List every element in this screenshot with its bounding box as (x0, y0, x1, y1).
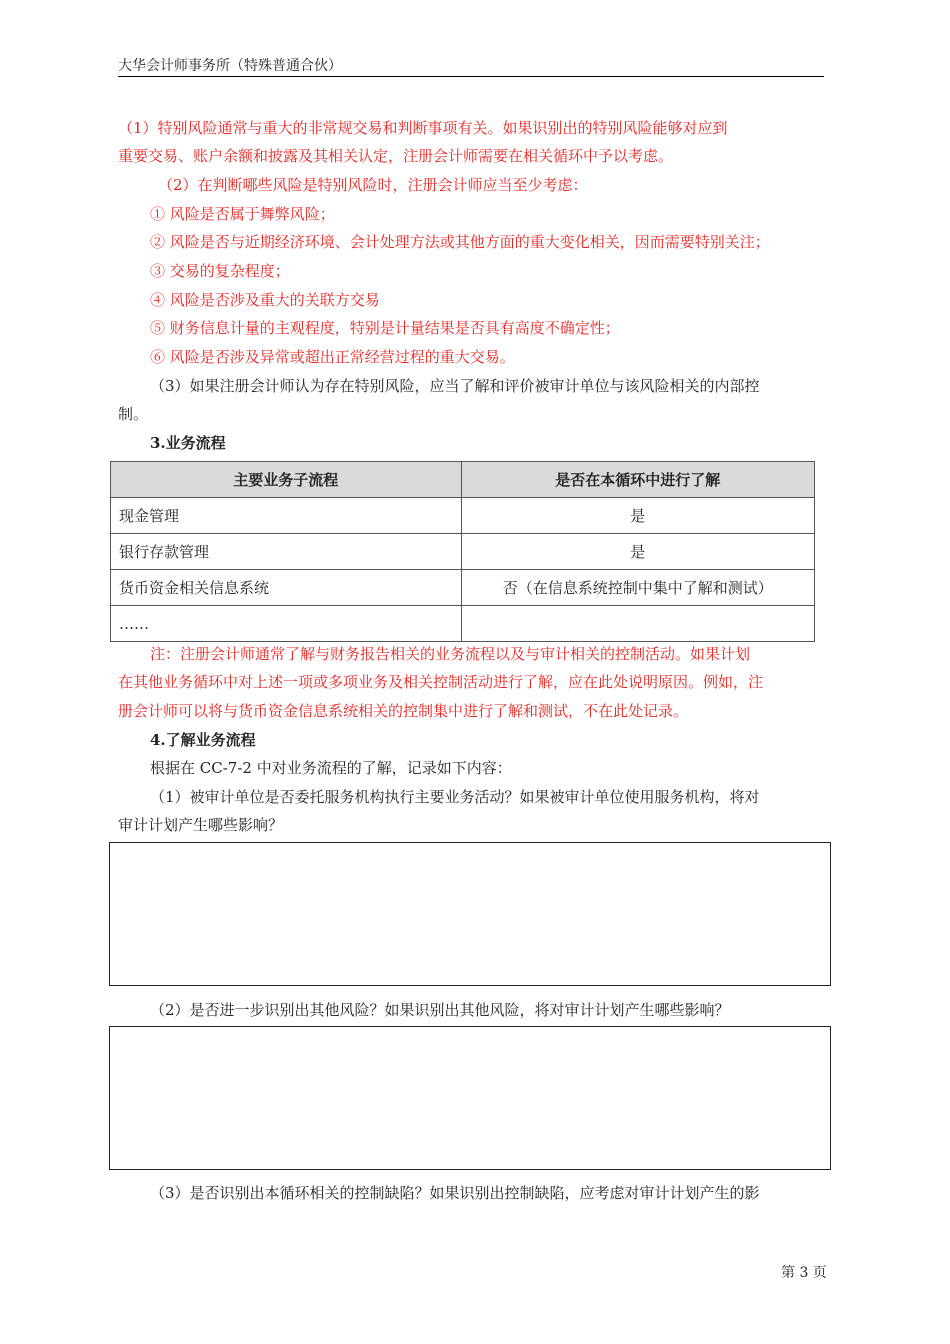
risk-item-2: ② 风险是否与近期经济环境、会计处理方法或其他方面的重大变化相关，因而需要特别关注； (150, 233, 770, 251)
special-risk-p3-line2: 制。 (118, 405, 149, 423)
table-cell: 否（在信息系统控制中集中了解和测试） (461, 570, 815, 606)
special-risk-p1-line1: （1）特别风险通常与重大的非常规交易和判断事项有关。如果识别出的特别风险能够对应到 (118, 119, 728, 137)
special-risk-p2: （2）在判断哪些风险是特别风险时，注册会计师应当至少考虑： (158, 176, 588, 194)
table-row (111, 570, 815, 606)
page-number: 第 3 页 (781, 1265, 827, 1281)
section4-intro: 根据在 CC-7-2 中对业务流程的了解，记录如下内容： (150, 759, 512, 777)
section3-note-line2: 在其他业务循环中对上述一项或多项业务及相关控制活动进行了解，应在此处说明原因。例如，注 (118, 673, 764, 691)
answer-box-1[interactable] (109, 842, 831, 986)
table-cell: 现金管理 (111, 498, 462, 534)
table-cell: 是 (461, 534, 815, 570)
question-1-line2: 审计计划产生哪些影响？ (118, 816, 284, 834)
section3-note-line3: 册会计师可以将与货币资金信息系统相关的控制集中进行了解和测试，不在此处记录。 (118, 702, 689, 720)
question-3: （3）是否识别出本循环相关的控制缺陷？如果识别出控制缺陷，应考虑对审计计划产生的影 (150, 1184, 760, 1202)
section4-heading: 4.了解业务流程 (150, 731, 256, 749)
firm-name: 大华会计师事务所（特殊普通合伙） (118, 58, 342, 74)
special-risk-p3-line1: （3）如果注册会计师认为存在特别风险，应当了解和评价被审计单位与该风险相关的内部控 (150, 377, 760, 395)
section3-heading: 3.业务流程 (150, 434, 226, 452)
table-row (111, 534, 815, 570)
page-header (118, 56, 824, 77)
question-2: （2）是否进一步识别出其他风险？如果识别出其他风险，将对审计计划产生哪些影响？ (150, 1001, 730, 1019)
table-cell: 银行存款管理 (111, 534, 462, 570)
risk-item-1: ① 风险是否属于舞弊风险； (150, 205, 335, 223)
table-header-row (111, 462, 815, 498)
business-process-table (110, 461, 815, 642)
table-row (111, 498, 815, 534)
question-1-line1: （1）被审计单位是否委托服务机构执行主要业务活动？如果被审计单位使用服务机构，将对 (150, 788, 760, 806)
answer-box-2[interactable] (109, 1026, 831, 1170)
table-cell (461, 606, 815, 642)
risk-item-6: ⑥ 风险是否涉及异常或超出正常经营过程的重大交易。 (150, 348, 515, 366)
table-header-subprocess: 主要业务子流程 (111, 462, 462, 498)
section3-note-line1: 注：注册会计师通常了解与财务报告相关的业务流程以及与审计相关的控制活动。如果计划 (150, 645, 751, 663)
table-cell: …… (111, 606, 462, 642)
risk-item-3: ③ 交易的复杂程度； (150, 262, 290, 280)
table-cell: 货币资金相关信息系统 (111, 570, 462, 606)
table-row (111, 606, 815, 642)
risk-item-5: ⑤ 财务信息计量的主观程度，特别是计量结果是否具有高度不确定性； (150, 319, 620, 337)
table-cell: 是 (461, 498, 815, 534)
special-risk-p1-line2: 重要交易、账户余额和披露及其相关认定，注册会计师需要在相关循环中予以考虑。 (118, 147, 674, 165)
risk-item-4: ④ 风险是否涉及重大的关联方交易 (150, 291, 380, 309)
table-header-understood: 是否在本循环中进行了解 (461, 462, 815, 498)
